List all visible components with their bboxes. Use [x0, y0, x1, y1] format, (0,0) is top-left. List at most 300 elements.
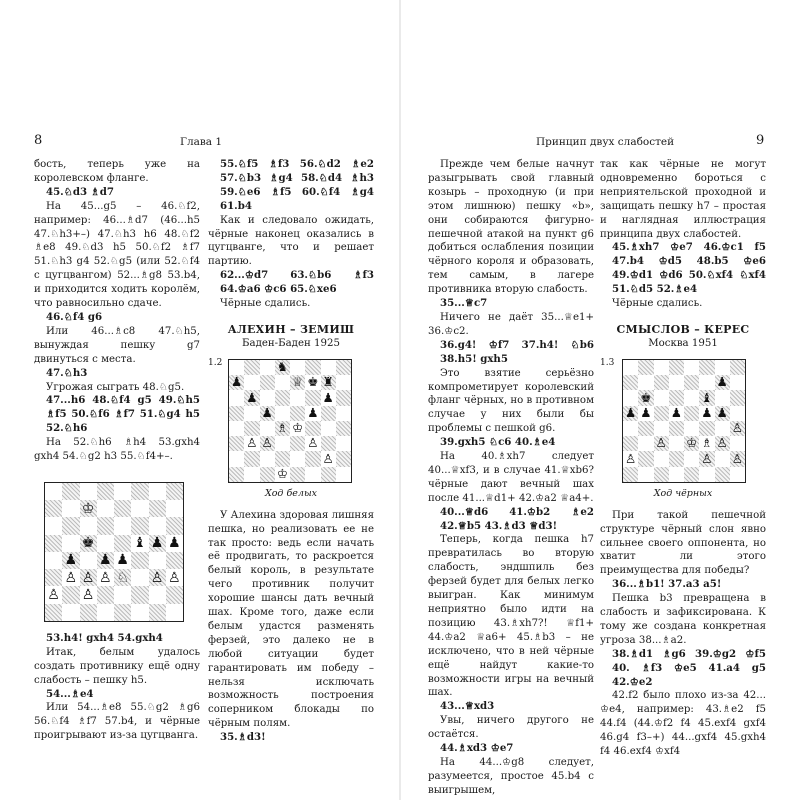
board-square: [715, 467, 730, 482]
board-square: [730, 375, 745, 390]
board-square: [290, 406, 305, 421]
board-square: [80, 535, 97, 552]
board-square: [166, 569, 183, 586]
board-square: [715, 451, 730, 466]
board-square: [229, 467, 244, 482]
board-square: [244, 467, 259, 482]
game-title: СМЫСЛОВ – КЕРЕС: [616, 322, 750, 336]
chess-piece: ♙: [307, 436, 319, 451]
board-square: [45, 500, 62, 517]
board-square: [305, 467, 320, 482]
chess-piece: ♙: [64, 569, 78, 586]
board-square: [321, 390, 336, 405]
board-square: [114, 586, 131, 603]
board-square: [715, 360, 730, 375]
board-square: [654, 360, 669, 375]
board-square: [623, 436, 638, 451]
text-paragraph: На 44...♔g8 следует, разумеется, простое 45.b4 с выигрышем,: [428, 756, 594, 796]
chess-piece: ♟: [261, 405, 273, 420]
board-square: [290, 360, 305, 375]
board-square: [149, 500, 166, 517]
move-line: 53.h4! gxh4 54.gxh4: [46, 631, 163, 644]
board-square: [131, 535, 148, 552]
board-square: [336, 436, 351, 451]
board-square: [80, 500, 97, 517]
chess-piece: ♟: [670, 405, 682, 420]
left-page-number: 8: [34, 133, 43, 148]
chess-piece: ♟: [322, 390, 334, 405]
board-square: [80, 517, 97, 534]
board-square: [290, 390, 305, 405]
diagram-number: 1.3: [600, 357, 615, 368]
board-square: [730, 390, 745, 405]
board-square: [336, 451, 351, 466]
game-event: Баден-Баден 1925: [242, 337, 340, 349]
diagram-number: 1.2: [208, 357, 223, 368]
board-square: [669, 421, 684, 436]
move-line: 47...h6 48.♘f4 g5 49.♘h5 ♗f5 50.♘f6 ♗f7 51.♘g4 h5 52.♘h6: [46, 394, 200, 435]
chess-piece: ♔: [292, 420, 304, 436]
board-square: [669, 375, 684, 390]
board-square: [97, 500, 114, 517]
board-square: [244, 451, 259, 466]
board-square: [166, 535, 183, 552]
board-square: [336, 421, 351, 436]
board-square: [638, 436, 653, 451]
board-square: [260, 375, 275, 390]
right-running-title: Принцип двух слабостей: [536, 136, 675, 148]
board-square: [699, 436, 714, 451]
move-line: 44.♗xd3 ♔e7: [440, 742, 514, 755]
board-square: [699, 390, 714, 405]
board-square: [80, 586, 97, 603]
board-square: [131, 586, 148, 603]
text-paragraph: бость, теперь уже на королевском фланге.: [34, 159, 200, 184]
text-paragraph: Чёрные сдались.: [220, 298, 311, 310]
board-square: [305, 436, 320, 451]
text-paragraph: На 45...g5 – 46.♘f2, например: 46...♗d7 (46...h5 47.♘h3+–) 47.♘h3 h6 48.♘f2 ♗e8 49.♘d3 h5 50.♘f2 ♗f7 51.♘h3 g4 52.♘g5 (или 52.♘f4 с цугцвангом) 52...♗g8 53.b4, и приходится ходить королём, что равносильно сдаче.: [34, 200, 200, 310]
board-square: [684, 451, 699, 466]
board-square: [131, 604, 148, 621]
board-square: [45, 535, 62, 552]
board-square: [336, 406, 351, 421]
board-square: [623, 467, 638, 482]
board-square: [260, 467, 275, 482]
chess-piece: ♝: [701, 390, 713, 405]
chess-piece: ♗: [276, 420, 288, 436]
board-square: [321, 467, 336, 482]
board-square: [730, 360, 745, 375]
board-square: [260, 421, 275, 436]
chess-piece: ♔: [686, 436, 698, 451]
board-square: [654, 406, 669, 421]
board-square: [669, 451, 684, 466]
board-square: [305, 451, 320, 466]
board-square: [149, 483, 166, 500]
move-line: 55.♘f5 ♗f3 56.♘d2 ♗e2 57.♘b3 ♗g4 58.♘d4 ♗h3 59.♘e6 ♗f5 60.♘f4 ♗g4 61.b4: [220, 158, 374, 212]
board-square: [131, 500, 148, 517]
chess-piece: ♙: [625, 451, 637, 466]
text-paragraph: Или 54...♗e8 55.♘g2 ♗g6 56.♘f4 ♗f7 57.b4, и чёрные проигрывают из-за цугцванга.: [34, 702, 200, 742]
board-square: [336, 467, 351, 482]
board-square: [638, 390, 653, 405]
board-square: [275, 360, 290, 375]
text-paragraph: Чёрные сдались.: [612, 298, 703, 310]
left-chapter-title: Глава 1: [180, 136, 223, 148]
board-square: [114, 604, 131, 621]
chess-piece: ♙: [246, 436, 258, 451]
board-square: [229, 421, 244, 436]
board-square: [275, 406, 290, 421]
board-square: [45, 552, 62, 569]
move-line: 39.gxh5 ♘c6 40.♗e4: [440, 436, 556, 449]
board-square: [45, 586, 62, 603]
board-square: [80, 552, 97, 569]
board-square: [623, 360, 638, 375]
board-square: [684, 390, 699, 405]
text-paragraph: Как и следовало ожидать, чёрные наконец оказались в цугцванге, что и решает партию.: [208, 214, 374, 268]
column-2: [208, 158, 374, 745]
board-square: [684, 467, 699, 482]
board-square: [290, 436, 305, 451]
board-square: [669, 436, 684, 451]
board-square: [166, 483, 183, 500]
board-square: [244, 375, 259, 390]
board-square: [166, 604, 183, 621]
chess-piece: ♟: [231, 375, 243, 390]
move-line: 45.♗xh7 ♔e7 46.♔c1 f5 47.b4 ♔d5 48.b5 ♔e6 49.♔d1 ♔d6 50.♘xf4 ♘xf4 51.♘d5 52.♗e4: [612, 241, 766, 296]
board-square: [623, 406, 638, 421]
board-square: [131, 483, 148, 500]
chess-piece: ♗: [701, 436, 713, 451]
board-square: [149, 604, 166, 621]
text-paragraph: 42.f2 было плохо из-за 42... ♔e4, например: 43.♗e2 f5 44.f4 (44.♔f2 f4 45.exf4 gxf4 46.g4 f3–+) 44...gxf4 45.gxh4 f4 46.exf4 ♔xf4: [600, 690, 766, 758]
chess-piece: ♙: [168, 569, 181, 586]
board-square: [669, 406, 684, 421]
move-line: 40...♕d6 41.♔b2 ♗e2 42.♕b5 43.♗d3 ♕d3!: [440, 505, 594, 532]
board-square: [45, 483, 62, 500]
board-square: [45, 604, 62, 621]
text-paragraph: Теперь, когда пешка h7 превратилась во вторую слабость, эндшпиль без ферзей будет для белых легко выигран. Как минимум неприятно было идти на позицию 43.♗xh7?! ♕f1+ 44.♔a2 ♕a6+ 45.♗b3 – не исключено, что в ней чёрные ещё найдут какие-то возможности игры на вечный шах.: [428, 534, 594, 699]
text-paragraph: так как чёрные не могут одновременно бороться с неприятельской проходной и защищать пешку h7 – простая и наглядная иллюстрация принципа двух слабостей.: [600, 159, 766, 240]
board-square: [97, 552, 114, 569]
board-square: [114, 552, 131, 569]
board-square: [290, 421, 305, 436]
move-line: 45.♘d3 ♗d7: [46, 185, 114, 198]
board-square: [638, 406, 653, 421]
board-square: [305, 421, 320, 436]
chess-board: [44, 482, 184, 622]
move-line: 36.g4! ♔f7 37.h4! ♘b6 38.h5! gxh5: [440, 338, 594, 365]
chess-diagram-3: [600, 357, 766, 485]
board-square: [321, 360, 336, 375]
board-square: [669, 467, 684, 482]
board-square: [45, 517, 62, 534]
text-paragraph: Увы, ничего другого не остаётся.: [428, 715, 594, 741]
board-square: [45, 569, 62, 586]
board-square: [638, 467, 653, 482]
chess-piece: ♞: [276, 359, 288, 375]
chess-piece: ♟: [701, 405, 713, 420]
board-square: [80, 604, 97, 621]
board-square: [62, 500, 79, 517]
text-paragraph: Ничего не даёт 35...♕e1+ 36.♔c2.: [428, 311, 594, 337]
chess-piece: ♙: [99, 569, 112, 586]
board-square: [229, 451, 244, 466]
move-line: 38.♗d1 ♗g6 39.♔g2 ♔f5 40. ♗f3 ♔e5 41.a4 g5 42.♔e2: [612, 647, 766, 688]
board-square: [80, 483, 97, 500]
board-square: [166, 586, 183, 603]
book-gutter: [399, 0, 401, 800]
board-square: [321, 436, 336, 451]
board-square: [715, 406, 730, 421]
board-square: [684, 406, 699, 421]
board-square: [260, 451, 275, 466]
text-paragraph: Пешка b3 превращена в слабость и зафиксирована. К тому же создана конкретная угроза 38...♗a2.: [600, 593, 766, 646]
board-square: [62, 569, 79, 586]
board-square: [97, 517, 114, 534]
board-square: [321, 421, 336, 436]
board-square: [699, 360, 714, 375]
board-square: [62, 483, 79, 500]
board-square: [114, 517, 131, 534]
chess-piece: ♟: [99, 552, 112, 569]
board-square: [244, 406, 259, 421]
board-square: [305, 406, 320, 421]
chess-piece: ♟: [307, 405, 319, 420]
board-square: [290, 375, 305, 390]
board-square: [229, 375, 244, 390]
chess-piece: ♟: [116, 552, 129, 569]
chess-piece: ♟: [168, 535, 181, 552]
board-square: [149, 552, 166, 569]
board-square: [62, 604, 79, 621]
text-paragraph: На 52.♘h6 ♗h4 53.gxh4 gxh4 54.♘g2 h3 55.♘f4+–.: [34, 437, 200, 463]
move-line: 46.♘f4 g6: [46, 310, 103, 323]
board-square: [131, 517, 148, 534]
board-square: [131, 552, 148, 569]
board-square: [638, 421, 653, 436]
chess-piece: ♟: [625, 405, 637, 420]
board-square: [97, 569, 114, 586]
chess-piece: ♚: [81, 535, 95, 552]
board-square: [275, 390, 290, 405]
board-square: [114, 500, 131, 517]
diagram-caption: Ход чёрных: [653, 487, 713, 499]
text-paragraph: Это взятие серьёзно компрометирует королевский фланг чёрных, но в противном случае у них были бы проблемы с пешкой g6.: [428, 367, 594, 435]
move-line: 62...♔d7 63.♘b6 ♗f3 64.♔a6 ♔c6 65.♘xe6: [220, 269, 374, 296]
board-square: [715, 436, 730, 451]
board-square: [669, 360, 684, 375]
chess-piece: ♙: [150, 569, 164, 586]
board-square: [97, 604, 114, 621]
chess-piece: ♙: [731, 420, 743, 436]
board-square: [321, 406, 336, 421]
board-square: [623, 375, 638, 390]
chess-piece: ♚: [640, 390, 652, 405]
board-square: [244, 436, 259, 451]
board-square: [80, 569, 97, 586]
board-square: [638, 360, 653, 375]
move-line: 35...♕c7: [440, 297, 488, 310]
column-1: [34, 158, 200, 743]
move-line: 36...♗b1! 37.a3 a5!: [612, 578, 722, 591]
diagram-caption: Ход белых: [264, 487, 318, 499]
board-square: [654, 436, 669, 451]
chess-diagram-1: [44, 482, 200, 632]
board-square: [131, 569, 148, 586]
chess-piece: ♟: [716, 405, 728, 420]
board-square: [275, 467, 290, 482]
chess-piece: ♟: [640, 405, 652, 420]
board-square: [229, 436, 244, 451]
board-square: [305, 360, 320, 375]
text-paragraph: При такой пешечной структуре чёрный слон явно сильнее своего оппонента, но хватит ли этого преимущества для победы?: [600, 509, 766, 577]
board-square: [730, 451, 745, 466]
board-square: [699, 375, 714, 390]
text-paragraph: Прежде чем белые начнут разыгрывать свой главный козырь – проходную (и при этом лишнюю) пешку «b», они собираются фигурно-пешечной атакой на пункт g6 добиться ослабления позиции чёрного короля и образовать, тем самым, в лагере противника вторую слабость.: [428, 159, 594, 296]
board-square: [321, 451, 336, 466]
board-square: [730, 406, 745, 421]
board-square: [229, 390, 244, 405]
board-square: [149, 586, 166, 603]
chess-piece: ♙: [47, 586, 60, 603]
chess-piece: ♝: [133, 535, 147, 552]
board-square: [699, 406, 714, 421]
board-square: [166, 517, 183, 534]
chess-piece: ♙: [81, 569, 95, 586]
board-square: [166, 500, 183, 517]
board-square: [715, 375, 730, 390]
board-square: [715, 421, 730, 436]
board-square: [336, 390, 351, 405]
column-4: [600, 158, 766, 759]
board-square: [166, 552, 183, 569]
board-square: [730, 421, 745, 436]
chess-diagram-2: [208, 357, 374, 485]
board-square: [260, 360, 275, 375]
board-square: [684, 421, 699, 436]
board-square: [62, 517, 79, 534]
board-square: [623, 451, 638, 466]
chess-piece: ♟: [150, 535, 164, 552]
board-square: [290, 467, 305, 482]
board-square: [62, 535, 79, 552]
board-square: [699, 421, 714, 436]
board-square: [62, 586, 79, 603]
board-square: [730, 436, 745, 451]
chess-piece: ♙: [322, 451, 334, 466]
board-square: [654, 467, 669, 482]
board-square: [623, 390, 638, 405]
text-paragraph: Угрожая сыграть 48.♘g5.: [46, 381, 185, 393]
board-square: [669, 390, 684, 405]
chess-piece: ♟: [246, 390, 258, 405]
board-square: [149, 535, 166, 552]
board-square: [638, 451, 653, 466]
board-square: [321, 375, 336, 390]
board-square: [715, 390, 730, 405]
chess-piece: ♙: [701, 451, 713, 466]
board-square: [654, 375, 669, 390]
chess-piece: ♔: [81, 500, 95, 517]
chess-piece: ♙: [655, 436, 667, 451]
board-square: [684, 360, 699, 375]
board-square: [260, 436, 275, 451]
board-square: [336, 360, 351, 375]
chess-piece: ♜: [322, 375, 334, 390]
chess-board: [228, 359, 352, 483]
move-line: 47.♘h3: [46, 366, 88, 379]
board-square: [275, 451, 290, 466]
board-square: [638, 375, 653, 390]
move-line: 54...♗e4: [46, 687, 94, 700]
board-square: [654, 390, 669, 405]
board-square: [149, 569, 166, 586]
right-page-number: 9: [756, 133, 765, 148]
board-square: [730, 467, 745, 482]
text-paragraph: Итак, белым удалось создать противнику ещё одну слабость – пешку h5.: [34, 646, 200, 686]
board-square: [699, 467, 714, 482]
chess-piece: ♙: [731, 451, 743, 466]
move-line: 35.♗d3!: [220, 731, 266, 744]
board-square: [260, 406, 275, 421]
board-square: [260, 390, 275, 405]
game-event: Москва 1951: [648, 337, 718, 349]
text-paragraph: На 40.♗xh7 следует 40...♕xf3, и в случае 41.♕xb6? чёрные дают вечный шах после 41...♕d1+ 42.♔a2 ♕a4+.: [428, 451, 594, 504]
board-square: [290, 451, 305, 466]
board-square: [699, 451, 714, 466]
chess-piece: ♙: [81, 586, 95, 603]
board-square: [244, 390, 259, 405]
chess-board: [622, 359, 746, 483]
column-3: [428, 158, 594, 798]
chess-piece: ♟: [64, 552, 78, 569]
board-square: [149, 517, 166, 534]
board-square: [114, 569, 131, 586]
board-square: [654, 451, 669, 466]
board-square: [654, 421, 669, 436]
chess-piece: ♚: [307, 375, 319, 390]
text-paragraph: У Алехина здоровая лишняя пешка, но реализовать ее не так просто: ведь если начать её продвигать, то раскроется белый король, в результате чего противник получит хорошие шансы дать вечный шах. Кроме того, даже если белым удастся разменять ферзей, это далеко не в любой ситуации будет гарантировать им победу – нельзя исключать возможность построения соперником блокады по чёрным полям.: [208, 509, 374, 730]
board-square: [97, 483, 114, 500]
chess-piece: ♙: [716, 436, 728, 451]
board-square: [229, 406, 244, 421]
move-line: 43...♕xd3: [440, 700, 495, 713]
game-title: АЛЕХИН – ЗЕМИШ: [227, 322, 355, 336]
board-square: [97, 535, 114, 552]
board-square: [275, 436, 290, 451]
board-square: [305, 390, 320, 405]
board-square: [336, 375, 351, 390]
board-square: [114, 483, 131, 500]
board-square: [684, 375, 699, 390]
board-square: [229, 360, 244, 375]
board-square: [62, 552, 79, 569]
chess-piece: ♙: [261, 436, 273, 451]
board-square: [244, 360, 259, 375]
board-square: [275, 375, 290, 390]
text-paragraph: Или 46...♗c8 47.♘h5, вынуждая пешку g7 двинуться с места.: [34, 325, 200, 365]
chess-piece: ♕: [292, 375, 304, 390]
board-square: [623, 421, 638, 436]
chess-piece: ♟: [716, 375, 728, 390]
chess-piece: ♔: [276, 466, 288, 481]
board-square: [684, 436, 699, 451]
board-square: [97, 586, 114, 603]
board-square: [244, 421, 259, 436]
board-square: [114, 535, 131, 552]
